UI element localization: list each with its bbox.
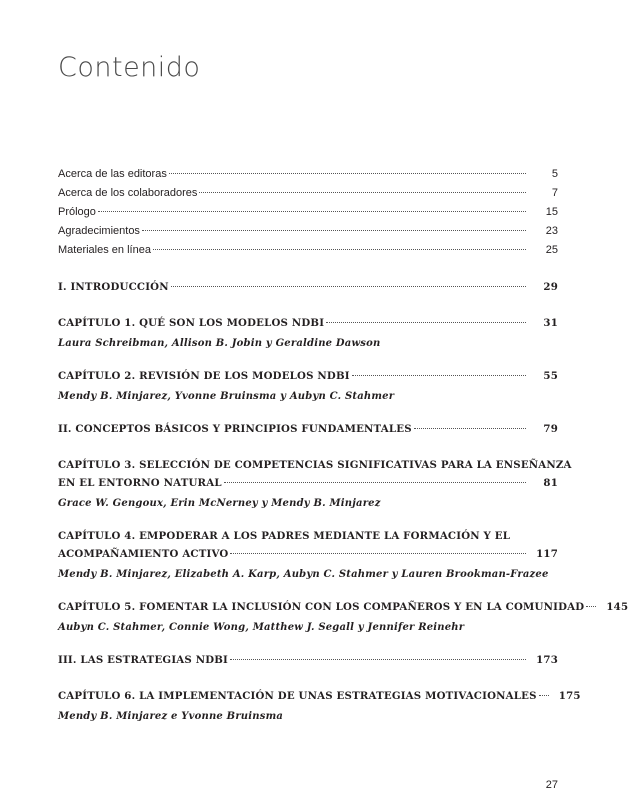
toc-chapter-title: CAPÍTULO 6. LA IMPLEMENTACIÓN DE UNAS ESTRATEGIAS MOTIVACIONALES (58, 690, 537, 702)
dot-leader (326, 322, 526, 323)
toc-page-number: 81 (543, 477, 558, 489)
toc-chapter-title-continued: EN EL ENTORNO NATURAL (58, 477, 222, 489)
dot-leader (153, 249, 526, 250)
toc-chapter-title: CAPÍTULO 1. QUÉ SON LOS MODELOS NDBI (58, 317, 325, 329)
toc-page-number: 29 (543, 281, 558, 293)
toc-page-number: 7 (551, 187, 558, 199)
dot-leader (586, 606, 596, 607)
toc-entry-label: Acerca de las editoras (58, 168, 167, 180)
toc-entry-label: Agradecimientos (58, 225, 140, 237)
toc-chapter-authors: Laura Schreibman, Allison B. Jobin y Geraldine Dawson (58, 338, 381, 349)
dot-leader (539, 695, 549, 696)
toc-entry-materiales[interactable] (58, 244, 558, 263)
toc-chapter-3[interactable] (58, 459, 572, 512)
toc-chapter-4[interactable] (58, 530, 558, 583)
toc-page-number: 5 (551, 168, 558, 180)
toc-chapter-title-continued: ACOMPAÑAMIENTO ACTIVO (58, 548, 229, 560)
page-title: Contenido (58, 52, 201, 83)
toc-entry-agradecimientos[interactable] (58, 225, 558, 244)
toc-entry-label: Acerca de los colaboradores (58, 187, 198, 199)
toc-page-number: 55 (543, 370, 558, 382)
toc-section-conceptos-basicos[interactable] (58, 423, 558, 441)
toc-page-number: 79 (543, 423, 558, 435)
toc-page-number: 145 (606, 601, 628, 613)
dot-leader (98, 211, 526, 212)
toc-entry-acerca-colaboradores[interactable] (58, 187, 558, 206)
dot-leader (199, 192, 526, 193)
toc-page-number: 117 (536, 548, 558, 560)
dot-leader (171, 286, 526, 287)
toc-chapter-title: CAPÍTULO 4. EMPODERAR A LOS PADRES MEDIANTE LA FORMACIÓN Y EL (58, 530, 511, 542)
toc-chapter-authors: Grace W. Gengoux, Erin McNerney y Mendy B. Minjarez (58, 498, 381, 509)
toc-chapter-title: CAPÍTULO 3. SELECCIÓN DE COMPETENCIAS SIGNIFICATIVAS PARA LA ENSEÑANZA (58, 459, 572, 471)
dot-leader (169, 173, 526, 174)
toc-page-number: 15 (545, 206, 558, 218)
dot-leader (230, 553, 526, 554)
toc-chapter-authors: Mendy B. Minjarez e Yvonne Bruinsma (58, 711, 284, 722)
front-matter-list (58, 168, 558, 263)
toc-page-number: 175 (558, 690, 581, 702)
dot-leader (224, 482, 526, 483)
dot-leader (352, 375, 526, 376)
toc-entry-acerca-editoras[interactable] (58, 168, 558, 187)
dot-leader (414, 428, 526, 429)
toc-section-label: III. LAS ESTRATEGIAS NDBI (58, 654, 229, 666)
toc-chapter-5[interactable] (58, 601, 628, 636)
toc-page-number: 25 (545, 244, 558, 256)
toc-section-introduccion[interactable] (58, 281, 558, 299)
toc-page-number: 31 (543, 317, 558, 329)
toc-chapter-authors: Mendy B. Minjarez, Yvonne Bruinsma y Aubyn C. Stahmer (58, 391, 395, 402)
toc-chapter-title: CAPÍTULO 5. FOMENTAR LA INCLUSIÓN CON LOS COMPAÑEROS Y EN LA COMUNIDAD (58, 601, 585, 613)
dot-leader (230, 659, 526, 660)
table-of-contents (58, 168, 628, 725)
toc-entry-prologo[interactable] (58, 206, 558, 225)
dot-leader (142, 230, 526, 231)
toc-section-estrategias-ndbi[interactable] (58, 654, 558, 672)
toc-section-label: I. INTRODUCCIÓN (58, 281, 169, 293)
toc-page-number: 23 (545, 225, 558, 237)
toc-chapter-authors: Aubyn C. Stahmer, Connie Wong, Matthew J. Segall y Jennifer Reinehr (58, 622, 465, 633)
page-number-folio: 27 (545, 779, 558, 791)
toc-chapter-authors: Mendy B. Minjarez, Elizabeth A. Karp, Aubyn C. Stahmer y Lauren Brookman-Frazee (58, 569, 549, 580)
toc-chapter-title: CAPÍTULO 2. REVISIÓN DE LOS MODELOS NDBI (58, 370, 350, 382)
toc-entry-label: Prólogo (58, 206, 96, 218)
toc-section-label: II. CONCEPTOS BÁSICOS Y PRINCIPIOS FUNDAMENTALES (58, 423, 412, 435)
toc-chapter-2[interactable] (58, 370, 558, 405)
toc-page-number: 173 (536, 654, 558, 666)
toc-chapter-1[interactable] (58, 317, 558, 352)
toc-entry-label: Materiales en línea (58, 244, 151, 256)
toc-chapter-6[interactable] (58, 690, 581, 725)
